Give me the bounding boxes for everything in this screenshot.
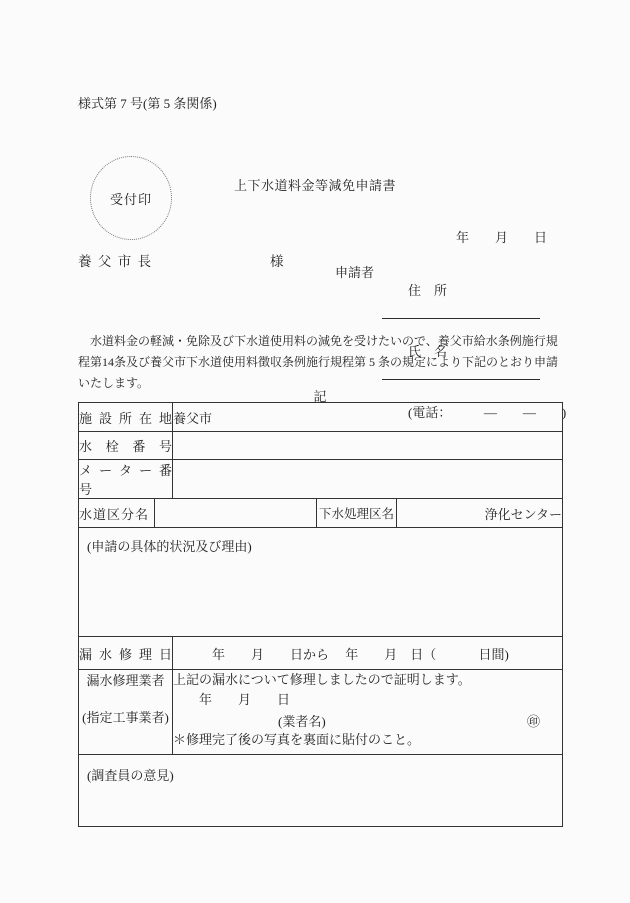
- tap-number-value: [173, 432, 563, 460]
- repair-contractor-label-cell: [79, 670, 173, 755]
- application-date-line: 年 月 日: [456, 230, 548, 245]
- contractor-name-line: [173, 710, 562, 730]
- name-label: 氏 名: [408, 344, 448, 359]
- water-division-label: 水道区分名: [79, 499, 155, 528]
- applicant-address-field: [382, 264, 540, 319]
- body-paragraph: [78, 331, 562, 394]
- investigator-opinion-label: (調査員の意見): [87, 768, 174, 783]
- sewage-district-label: 下水処理区名: [317, 499, 397, 528]
- leak-repair-date-label: 漏 水 修 理 日: [79, 637, 173, 670]
- receipt-stamp-label: 受付印: [109, 191, 152, 207]
- repair-contractor-body-cell: [173, 670, 563, 755]
- application-table: [78, 402, 563, 827]
- receipt-stamp-circle: [90, 156, 172, 240]
- leak-repair-date-value: 年 月 日から 年 月 日（ 日間): [173, 637, 563, 670]
- contractor-date-line: 年 月 日: [173, 692, 291, 707]
- contractor-name-label: (業者名): [278, 713, 326, 729]
- table-row-water-division: [79, 499, 563, 528]
- addressee-honorific: 様: [270, 254, 284, 269]
- table-row-application-reason: [79, 528, 563, 637]
- facility-location-value: 養父市: [173, 403, 563, 432]
- investigator-opinion-cell: [79, 755, 563, 827]
- facility-location-label: 施 設 所 在 地: [79, 403, 173, 432]
- table-row-leak-repair-date: [79, 637, 563, 670]
- designated-contractor-label: (指定工事業者): [82, 710, 169, 725]
- address-label: 住 所: [408, 283, 448, 298]
- contractor-certify-line: 上記の漏水について修理しましたので証明します。: [173, 672, 471, 687]
- record-mark: 記: [313, 389, 327, 404]
- body-line: 水道料金の軽減・免除及び下水道使用料の減免を受けたいので、養父市給水条例施行規: [78, 334, 558, 348]
- body-line: 程第14条及び養父市下水道使用料徴収条例施行規程第 5 条の規定により下記のとおり申請: [78, 355, 559, 369]
- phone-label: (電話： ― ― ): [408, 405, 567, 420]
- meter-number-value: [173, 460, 563, 499]
- table-row-tap-number: [79, 432, 563, 460]
- application-reason-cell: [79, 528, 563, 637]
- body-line: いたします。: [78, 376, 150, 390]
- addressee-mayor: 養 父 市 長: [78, 254, 152, 269]
- contractor-note-line: ＊修理完了後の写真を裏面に貼付のこと。: [173, 732, 421, 747]
- application-reason-label: (申請の具体的状況及び理由): [87, 539, 252, 554]
- table-row-meter-number: [79, 460, 563, 499]
- water-division-value: [155, 499, 317, 528]
- table-row-investigator-opinion: [79, 755, 563, 827]
- table-row-facility-location: [79, 403, 563, 432]
- document-title: 上下水道料金等減免申請書: [233, 178, 396, 193]
- applicant-label: 申請者: [335, 265, 375, 280]
- form-number: 様式第 7 号(第 5 条関係): [78, 96, 217, 111]
- repair-contractor-label: 漏水修理業者: [86, 673, 165, 688]
- meter-number-label: メ ー タ ー 番 号: [79, 460, 173, 499]
- tap-number-label: 水 栓 番 号: [79, 432, 173, 460]
- sewage-district-value: 浄化センター: [397, 499, 563, 528]
- seal-mark-icon: ㊞: [527, 713, 541, 729]
- table-row-repair-contractor: [79, 670, 563, 755]
